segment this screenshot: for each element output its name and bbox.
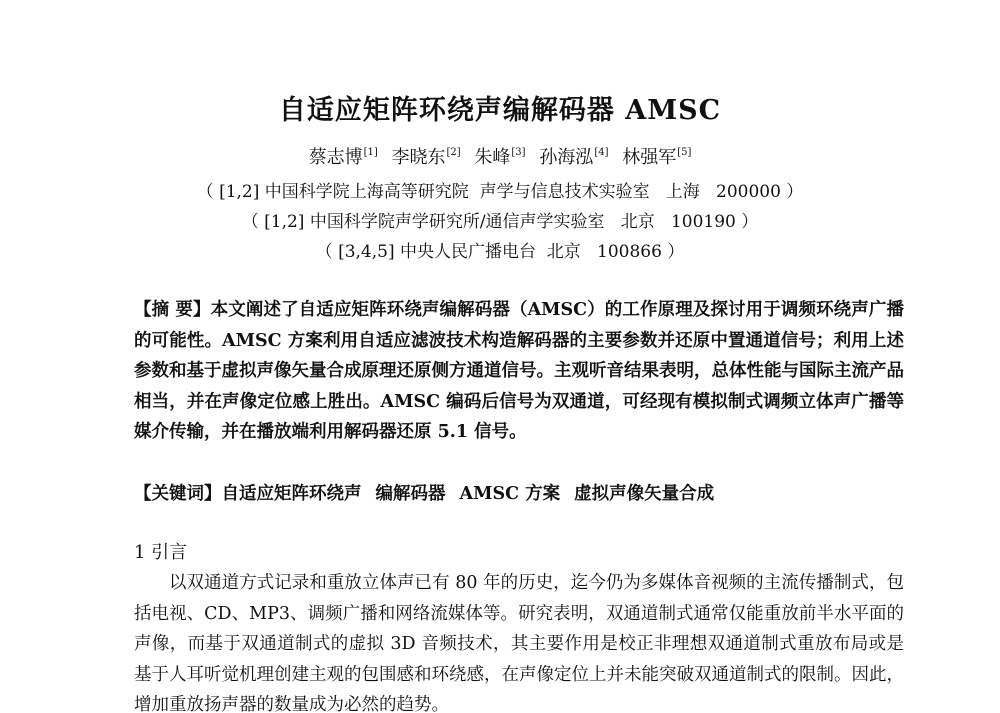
author-name: 林强军 xyxy=(622,147,677,168)
affiliation: （ [1,2] 中国科学院上海高等研究院 声学与信息技术实验室 上海 200000 ） xyxy=(196,182,804,202)
author-list xyxy=(0,143,1000,169)
author xyxy=(392,147,461,168)
author-mark: [3] xyxy=(511,147,526,158)
author xyxy=(474,147,525,168)
abstract-label: 【摘 要】 xyxy=(134,300,211,320)
author-mark: [2] xyxy=(446,147,461,158)
keywords xyxy=(134,479,904,509)
author-mark: [1] xyxy=(363,147,378,158)
author-mark: [4] xyxy=(594,147,609,158)
section-heading: 1 引言 xyxy=(134,542,188,563)
abstract xyxy=(134,295,904,448)
keyword: 自适应矩阵环绕声 xyxy=(221,484,362,504)
affiliation: （ [1,2] 中国科学院声学研究所/通信声学实验室 北京 100190 ） xyxy=(241,212,759,232)
keyword: 虚拟声像矢量合成 xyxy=(574,484,715,504)
author-name: 李晓东 xyxy=(391,147,446,168)
author-name: 孙海泓 xyxy=(539,147,594,168)
author xyxy=(622,147,691,168)
affiliation: （ [3,4,5] 中央人民广播电台 北京 100866 ） xyxy=(315,242,685,262)
author-name: 蔡志博 xyxy=(308,147,363,168)
keyword: 编解码器 xyxy=(375,484,446,504)
keyword: AMSC 方案 xyxy=(459,484,561,504)
author-name: 朱峰 xyxy=(474,147,511,168)
keywords-label: 【关键词】 xyxy=(134,484,222,504)
author-mark: [5] xyxy=(677,147,692,158)
body-paragraph: 以双通道方式记录和重放立体声已有 80 年的历史，迄今仍为多媒体音视频的主流传播制式，包括电视、CD、MP3、调频广播和网络流媒体等。研究表明，双通道制式通常仅能重放前半水平面的声像，而基于双通道制式的虚拟 3D 音频技术，其主要作用是校正非理想双通道制式重放布局或是基于人耳听觉机理创建主观的包围感和环绕感，在声像定位上并未能突破双通道制式的限制。因此，增加重放扬声器的数量成为必然的趋势。 xyxy=(134,573,904,713)
author xyxy=(539,147,608,168)
author xyxy=(309,147,378,168)
paper-title: 自适应矩阵环绕声编解码器 AMSC xyxy=(278,95,722,126)
abstract-text: 本文阐述了自适应矩阵环绕声编解码器（AMSC）的工作原理及探讨用于调频环绕声广播的可能性。AMSC 方案利用自适应滤波技术构造解码器的主要参数并还原中置通道信号；利用上述参数和基于虚拟声像矢量合成原理还原侧方通道信号。主观听音结果表明，总体性能与国际主流产品相当，并在声像定位感上胜出。AMSC 编码后信号为双通道，可经现有模拟制式调频立体声广播等媒介传输，并在播放端利用解码器还原 5.1 信号。 xyxy=(134,300,905,442)
